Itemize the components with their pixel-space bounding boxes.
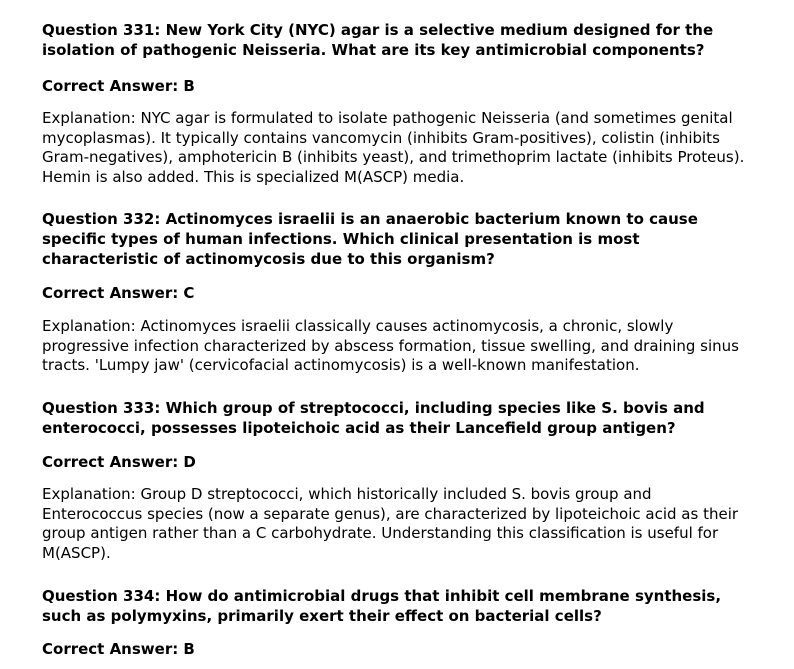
- correct-answer-331: Correct Answer: B: [42, 77, 195, 95]
- explanation-332: Explanation: Actinomyces israelii classically causes actinomycosis, a chronic, slowly progressive infection characterized by abscess formation, tissue swelling, and draining sinus tracts. 'Lumpy jaw' (cervicofacial actinomycosis) is a well-known manifestation.: [42, 317, 739, 374]
- question-332: Question 332: Actinomyces israelii is an anaerobic bacterium known to cause specific types of human infections. Which clinical presentation is most characteristic of actinomycosis due to this organism?: [42, 210, 698, 268]
- question-333: Question 333: Which group of streptococci, including species like S. bovis and enterococci, possesses lipoteichoic acid as their Lancefield group antigen?: [42, 399, 705, 437]
- correct-answer-334: Correct Answer: B: [42, 640, 195, 658]
- explanation-333: Explanation: Group D streptococci, which historically included S. bovis group and Enterococcus species (now a separate genus), are characterized by lipoteichoic acid as their group antigen rather than a C carbohydrate. Understanding this classification is useful for M(ASCP).: [42, 485, 739, 562]
- question-331: Question 331: New York City (NYC) agar is a selective medium designed for the isolation of pathogenic Neisseria. What are its key antimicrobial components?: [42, 21, 714, 59]
- correct-answer-333: Correct Answer: D: [42, 453, 196, 471]
- correct-answer-332: Correct Answer: C: [42, 284, 195, 302]
- question-334: Question 334: How do antimicrobial drugs that inhibit cell membrane synthesis, such as polymyxins, primarily exert their effect on bacterial cells?: [42, 587, 722, 625]
- explanation-331: Explanation: NYC agar is formulated to isolate pathogenic Neisseria (and sometimes genital mycoplasmas). It typically contains vancomycin (inhibits Gram-positives), colistin (inhibits Gram-negatives), amphotericin B (inhibits yeast), and trimethoprim lactate (inhibits Proteus). Hemin is also added. This is specialized M(ASCP) media.: [42, 109, 745, 186]
